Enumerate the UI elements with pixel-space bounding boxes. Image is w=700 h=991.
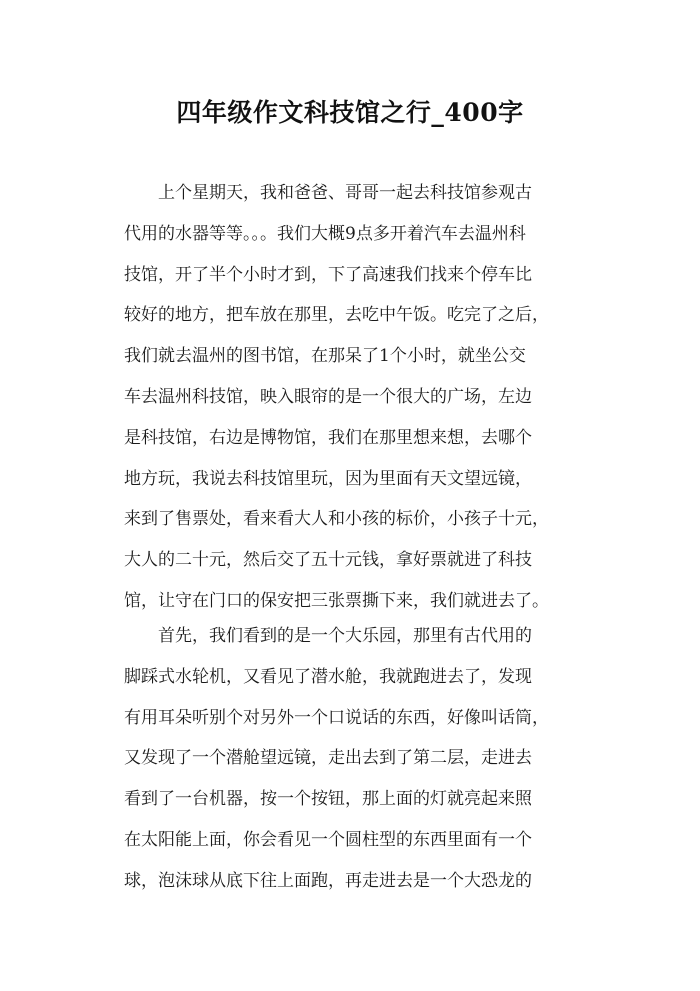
paragraph-line: 在太阳能上面，你会看见一个圆柱型的东西里面有一个 xyxy=(124,830,532,850)
paragraph-line: 有用耳朵听别个对另外一个口说话的东西，好像叫话筒， xyxy=(124,708,549,728)
paragraph-line: 我们就去温州的图书馆，在那呆了1个小时，就坐公交 xyxy=(124,346,526,366)
paragraph-line: 代用的水器等等。。。我们大概9点多开着汽车去温州科 xyxy=(124,224,526,244)
document-title: 四年级作文科技馆之行_400字 xyxy=(176,98,524,127)
paragraph-line: 较好的地方，把车放在那里，去吃中午饭。吃完了之后， xyxy=(124,305,549,325)
paragraph-line: 大人的二十元，然后交了五十元钱，拿好票就进了科技 xyxy=(124,550,532,570)
paragraph-line: 地方玩，我说去科技馆里玩，因为里面有天文望远镜， xyxy=(124,469,532,489)
paragraph-line: 首先，我们看到的是一个大乐园，那里有古代用的 xyxy=(158,626,532,646)
paragraph-1 xyxy=(124,180,586,611)
paragraph-line: 上个星期天，我和爸爸、哥哥一起去科技馆参观古 xyxy=(158,183,532,203)
paragraph-line: 看到了一台机器，按一个按钮，那上面的灯就亮起来照 xyxy=(124,789,532,809)
paragraph-line: 球，泡沫球从底下往上面跑，再走进去是一个大恐龙的 xyxy=(124,871,532,891)
paragraph-line: 来到了售票处，看来看大人和小孩的标价，小孩子十元， xyxy=(124,509,549,529)
paragraph-line: 又发现了一个潜舱望远镜，走出去到了第二层，走进去 xyxy=(124,748,532,768)
paragraph-line: 车去温州科技馆，映入眼帘的是一个很大的广场，左边 xyxy=(124,387,532,407)
paragraph-line: 脚踩式水轮机，又看见了潜水舱，我就跑进去了，发现 xyxy=(124,667,532,687)
paragraph-line: 技馆，开了半个小时才到，下了高速我们找来个停车比 xyxy=(124,265,532,285)
paragraph-2 xyxy=(124,623,586,891)
paragraph-line: 馆，让守在门口的保安把三张票撕下来，我们就进去了。 xyxy=(124,591,549,611)
paragraph-line: 是科技馆，右边是博物馆，我们在那里想来想，去哪个 xyxy=(124,428,532,448)
